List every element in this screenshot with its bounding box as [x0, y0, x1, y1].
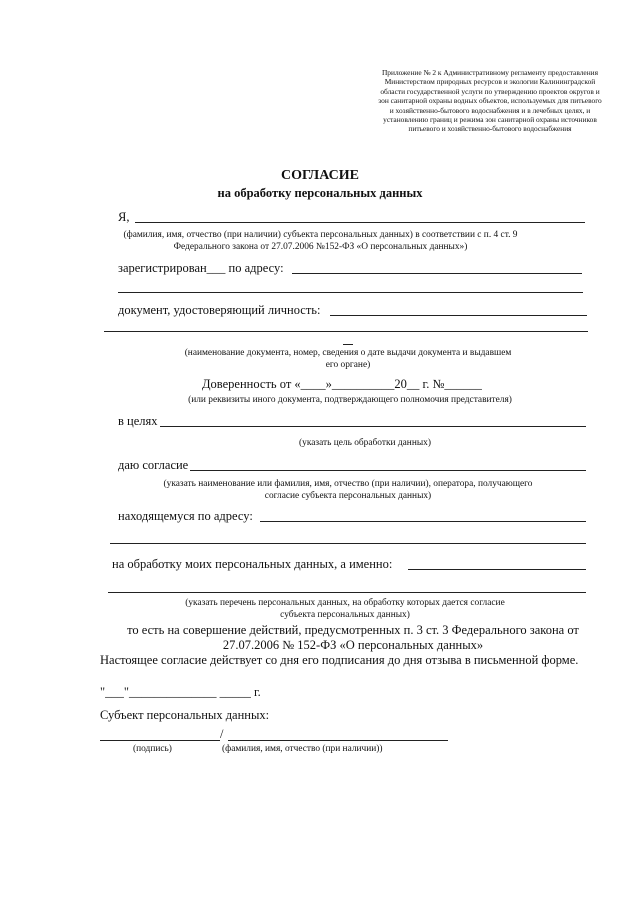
- form-subtitle: на обработку персональных данных: [217, 186, 423, 200]
- data-list-line-1[interactable]: [408, 569, 586, 570]
- operator-address-line-1[interactable]: [260, 521, 586, 522]
- power-note: (или реквизиты иного документа, подтверждающего полномочия представителя): [188, 395, 512, 405]
- consent-label: даю согласие: [118, 458, 189, 472]
- form-title: СОГЛАСИЕ: [281, 168, 359, 183]
- purpose-label: в целях: [118, 414, 158, 428]
- purpose-note: (указать цель обработки данных): [299, 438, 431, 448]
- ya-label: Я,: [118, 210, 130, 224]
- power-of-attorney-line[interactable]: Доверенность от «____»__________20__ г. №______: [202, 377, 482, 391]
- signature-slash: /: [220, 727, 224, 741]
- signature-fio-note: (фамилия, имя, отчество (при наличии)): [222, 744, 383, 754]
- document-label: документ, удостоверяющий личность:: [118, 303, 321, 317]
- appendix-header: Приложение № 2 к Административному регламенту предоставления Министерством природных ресурсов и экологии Калининградской области государственной услуги по утверждению проектов округов и зон санитарной охраны водных объектов, используемых для питьевого и хозяйственно-бытового водоснабжения и в лечебных целях, и установлению границ и режима зон санитарной охраны источников питьевого и хозяйственно-бытового водоснабжения: [378, 68, 602, 134]
- document-input-line-3[interactable]: [343, 344, 353, 345]
- data-list-line-2[interactable]: [108, 592, 586, 593]
- located-label: находящемуся по адресу:: [118, 509, 253, 523]
- fio-note: (фамилия, имя, отчество (при наличии) субъекта персональных данных) в соответствии с п. 4 ст. 9 Федерального закона от 27.07.2006 №152-ФЗ «О персональных данных»): [123, 230, 518, 252]
- processing-label: на обработку моих персональных данных, а именно:: [112, 557, 393, 571]
- actions-text: то есть на совершение действий, предусмотренных п. 3 ст. 3 Федерального закона от 27.07.2006 № 152-ФЗ «О персональных данных»: [127, 623, 579, 652]
- validity-text: Настоящее согласие действует со дня его подписания до дня отзыва в письменной форме.: [100, 653, 579, 667]
- purpose-input-line[interactable]: [160, 426, 586, 427]
- signature-line[interactable]: [100, 740, 220, 741]
- data-list-note: (указать перечень персональных данных, на обработку которых дается согласие субъекта персональных данных): [185, 598, 505, 620]
- operator-input-line[interactable]: [190, 470, 586, 471]
- fio-input-line[interactable]: [135, 222, 585, 223]
- registered-label: зарегистрирован___ по адресу:: [118, 261, 284, 275]
- signature-fio-line[interactable]: [228, 740, 448, 741]
- address-input-line-1[interactable]: [292, 273, 582, 274]
- document-note: (наименование документа, номер, сведения о дате выдачи документа и выдавшем его органе): [184, 348, 512, 370]
- document-input-line-1[interactable]: [330, 315, 587, 316]
- document-input-line-2[interactable]: [104, 331, 588, 332]
- date-line[interactable]: "___"______________ _____ г.: [100, 685, 261, 699]
- signature-note: (подпись): [133, 744, 172, 754]
- operator-note: (указать наименование или фамилия, имя, отчество (при наличии), оператора, получающего согласие субъекта персональных данных): [163, 479, 533, 501]
- subject-label: Субъект персональных данных:: [100, 708, 270, 722]
- operator-address-line-2[interactable]: [110, 543, 586, 544]
- address-input-line-2[interactable]: [118, 292, 583, 293]
